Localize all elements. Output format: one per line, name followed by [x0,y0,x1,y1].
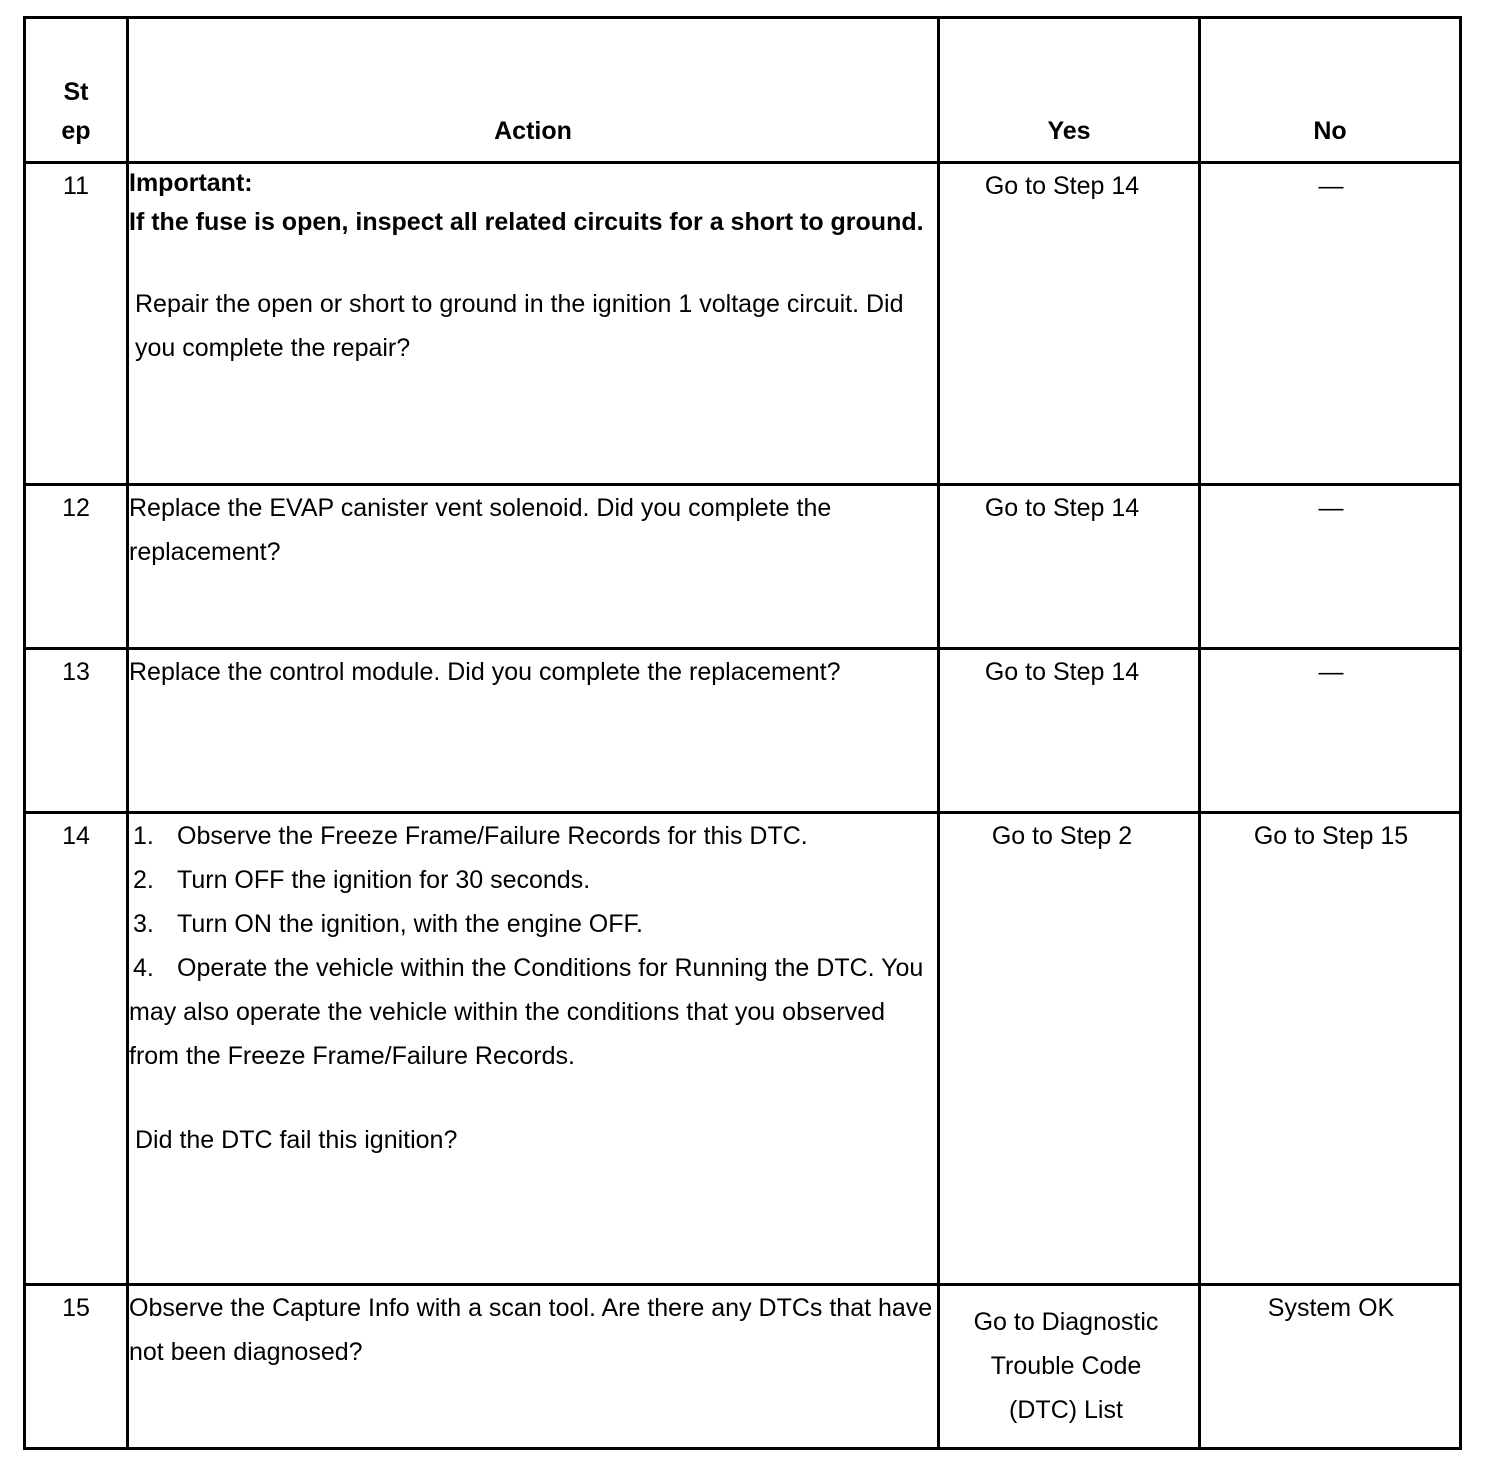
header-step-line2: ep [61,117,91,145]
step-number: 11 [25,163,128,485]
list-number: 2. [133,866,154,894]
step-number: 15 [25,1285,128,1449]
question-text: Did the DTC fail this ignition? [135,1126,458,1154]
table-row [25,1285,1461,1449]
yes-cell [939,1285,1200,1449]
list-number: 4. [133,954,154,982]
list-item [129,946,937,1078]
important-text: If the fuse is open, inspect all related circuits for a short to ground. [129,208,924,236]
header-yes [939,18,1200,163]
action-cell [128,485,939,649]
step-number: 12 [25,485,128,649]
header-step-line1: St [63,78,89,106]
step-number: 14 [25,813,128,1285]
table-row [25,813,1461,1285]
list-item [129,858,937,902]
yes-value [940,1286,1198,1432]
yes-cell [939,163,1200,485]
diagnostic-table-frame [23,16,1459,1448]
yes-value: Go to Step 14 [984,658,1140,686]
yes-cell [939,813,1200,1285]
list-number: 1. [133,822,154,850]
table-row [25,163,1461,485]
table-row [25,649,1461,813]
action-text: Replace the EVAP canister vent solenoid. Did you complete the replacement? [129,494,832,566]
header-yes-label: Yes [1047,117,1091,145]
no-value: Go to Step 15 [1253,822,1409,850]
action-cell [128,813,939,1285]
action-cell [128,1285,939,1449]
yes-value-line3: (DTC) List [1009,1396,1123,1424]
no-value: — [1318,172,1344,200]
no-cell [1200,813,1461,1285]
list-text: Observe the Freeze Frame/Failure Records for this DTC. [177,822,808,850]
header-no [1200,18,1461,163]
list-text: Turn OFF the ignition for 30 seconds. [177,866,591,894]
header-action [128,18,939,163]
no-cell [1200,485,1461,649]
yes-value: Go to Step 14 [984,172,1140,200]
step-number: 13 [25,649,128,813]
diagnostic-table [23,16,1462,1450]
yes-cell [939,649,1200,813]
no-cell [1200,1285,1461,1449]
yes-value: Go to Step 2 [991,822,1133,850]
action-cell [128,163,939,485]
yes-value-line1: Go to Diagnostic [973,1308,1159,1336]
no-value: — [1318,494,1344,522]
action-text: Repair the open or short to ground in the ignition 1 voltage circuit. Did you complete the repair? [135,290,904,362]
important-label: Important: [129,169,253,197]
list-item [129,902,937,946]
list-text: Turn ON the ignition, with the engine OFF. [177,910,643,938]
list-item [129,814,937,858]
action-cell [128,649,939,813]
no-value: System OK [1267,1294,1395,1322]
no-value: — [1318,658,1344,686]
action-text: Observe the Capture Info with a scan tool. Are there any DTCs that have not been diagnosed? [129,1294,933,1366]
action-text: Replace the control module. Did you complete the replacement? [129,658,841,686]
no-cell [1200,649,1461,813]
list-number: 3. [133,910,154,938]
yes-value-line2: Trouble Code [990,1352,1142,1380]
header-no-label: No [1313,117,1347,145]
yes-value: Go to Step 14 [984,494,1140,522]
header-action-label: Action [494,117,572,145]
header-row [25,18,1461,163]
no-cell [1200,163,1461,485]
list-text: Operate the vehicle within the Conditions for Running the DTC. You may also operate the vehicle within the conditions that you observed from the Freeze Frame/Failure Records. [129,954,924,1070]
header-step [25,18,128,163]
yes-cell [939,485,1200,649]
table-row [25,485,1461,649]
